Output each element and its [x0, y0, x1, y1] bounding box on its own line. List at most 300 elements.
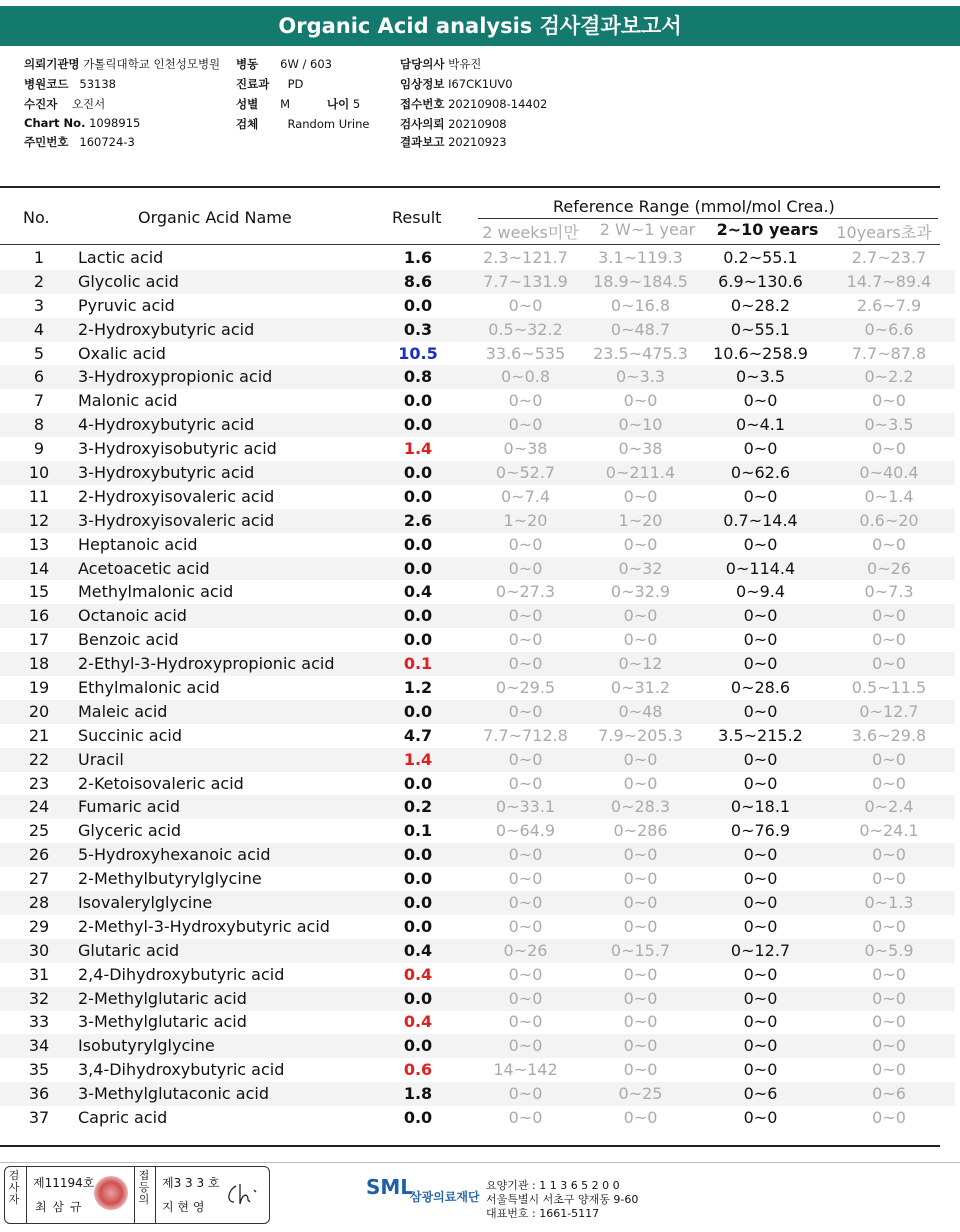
row-range-3: 3.5~215.2 — [718, 725, 803, 745]
row-name: Succinic acid — [78, 725, 183, 745]
row-range-2: 7.9~205.3 — [598, 725, 683, 745]
table-row — [0, 748, 955, 772]
row-range-4: 0~2.2 — [864, 367, 914, 387]
table-row — [0, 557, 955, 581]
row-range-2: 0~15.7 — [610, 940, 671, 960]
row-no: 16 — [28, 606, 50, 626]
row-result: 0.0 — [403, 892, 433, 912]
row-range-4: 0~0 — [872, 654, 906, 674]
info-dept: 진료과 PD — [236, 77, 304, 91]
row-range-1: 0~7.4 — [500, 486, 551, 506]
row-result: 0.4 — [403, 964, 433, 984]
row-range-1: 0~0 — [508, 749, 543, 769]
row-range-1: 0~0 — [508, 916, 543, 936]
row-range-3: 0~0 — [743, 701, 778, 721]
row-range-2: 0~0 — [623, 892, 658, 912]
row-range-3: 0.7~14.4 — [723, 510, 798, 530]
row-range-1: 0~0 — [508, 630, 543, 650]
row-range-4: 0~26 — [867, 558, 911, 578]
row-result: 0.2 — [403, 797, 433, 817]
row-range-3: 0~12.7 — [730, 940, 791, 960]
row-name: 3-Hydroxybutyric acid — [78, 462, 255, 482]
row-result: 0.1 — [403, 654, 433, 674]
row-range-4: 2.6~7.9 — [856, 295, 922, 315]
table-row — [0, 270, 955, 294]
table-row — [0, 700, 955, 724]
row-result: 2.6 — [403, 510, 433, 530]
table-row — [0, 939, 955, 963]
row-name: Acetoacetic acid — [78, 558, 210, 578]
row-no: 7 — [33, 391, 45, 411]
row-no: 32 — [28, 988, 50, 1008]
row-result: 0.0 — [403, 486, 433, 506]
row-result: 0.0 — [403, 916, 433, 936]
info-patient: 수진자 오진서 — [24, 97, 106, 111]
row-range-4: 0~1.4 — [864, 486, 914, 506]
row-range-1: 0.5~32.2 — [488, 319, 563, 339]
org-name: 삼광의료재단 — [410, 1190, 480, 1204]
table-row — [0, 1082, 955, 1106]
row-no: 34 — [28, 1036, 50, 1056]
info-chart-no: Chart No. 1098915 — [24, 116, 141, 130]
info-hospital-code: 병원코드 53138 — [24, 77, 116, 91]
row-range-4: 0~7.3 — [864, 582, 914, 602]
row-range-2: 0~32.9 — [610, 582, 671, 602]
row-no: 29 — [28, 916, 50, 936]
row-no: 33 — [28, 1012, 50, 1032]
row-range-1: 7.7~712.8 — [483, 725, 568, 745]
header-result: Result — [392, 208, 442, 227]
row-range-2: 0~32 — [618, 558, 663, 578]
row-range-2: 0~286 — [613, 821, 668, 841]
info-sex: 성별 M — [236, 97, 291, 111]
table-row — [0, 580, 955, 604]
row-range-1: 0~26 — [503, 940, 548, 960]
row-range-4: 0~0 — [872, 439, 906, 459]
row-range-4: 0~0 — [872, 749, 906, 769]
footer-divider — [134, 1166, 135, 1224]
table-row — [0, 485, 955, 509]
row-range-4: 0~1.3 — [864, 892, 914, 912]
row-range-3: 0~18.1 — [730, 797, 791, 817]
row-no: 14 — [28, 558, 50, 578]
row-range-3: 0~0 — [743, 773, 778, 793]
row-no: 28 — [28, 892, 50, 912]
row-range-2: 0~31.2 — [610, 677, 671, 697]
row-range-4: 0~0 — [872, 534, 906, 554]
row-range-2: 0~48 — [618, 701, 663, 721]
org-address: 서울특별시 서초구 양재동 9-60 — [486, 1193, 639, 1206]
row-no: 22 — [28, 749, 50, 769]
table-row — [0, 1011, 955, 1035]
row-name: 2-Methylglutaric acid — [78, 988, 247, 1008]
row-name: 3-Hydroxyisovaleric acid — [78, 510, 275, 530]
table-row — [0, 413, 955, 437]
row-range-3: 0~0 — [743, 606, 778, 626]
row-name: 3-Methylglutaric acid — [78, 1012, 247, 1032]
row-range-1: 0~29.5 — [495, 677, 556, 697]
row-no: 37 — [28, 1108, 50, 1127]
info-org: 의뢰기관명 가톨릭대학교 인천성모병원 — [24, 57, 221, 71]
row-result: 4.7 — [403, 725, 433, 745]
row-range-3: 0.2~55.1 — [723, 247, 798, 267]
row-range-2: 3.1~119.3 — [598, 247, 683, 267]
row-range-1: 0~0 — [508, 1108, 543, 1127]
row-range-2: 0~0 — [623, 534, 658, 554]
header-name: Organic Acid Name — [138, 208, 292, 227]
row-range-2: 0~16.8 — [610, 295, 671, 315]
row-range-4: 0~3.5 — [864, 415, 914, 435]
row-range-1: 0~0 — [508, 1036, 543, 1056]
row-range-1: 0~0 — [508, 964, 543, 984]
examiner-label: 검사자 — [8, 1169, 20, 1206]
row-range-3: 0~55.1 — [730, 319, 791, 339]
row-range-2: 0~38 — [618, 439, 663, 459]
row-range-1: 0~0 — [508, 892, 543, 912]
row-no: 2 — [33, 271, 45, 291]
header-ref-rule — [478, 218, 938, 219]
row-no: 12 — [28, 510, 50, 530]
table-row — [0, 509, 955, 533]
row-range-1: 1~20 — [503, 510, 548, 530]
row-range-4: 0~6 — [872, 1084, 906, 1104]
info-doctor: 담당의사 박유진 — [400, 57, 482, 71]
row-range-4: 0~12.7 — [859, 701, 919, 721]
footer-divider — [155, 1166, 156, 1224]
row-range-3: 0~3.5 — [735, 367, 786, 387]
row-result: 0.0 — [403, 845, 433, 865]
row-result: 0.4 — [403, 582, 433, 602]
row-range-3: 0~28.6 — [730, 677, 791, 697]
row-name: Glyceric acid — [78, 821, 182, 841]
row-range-4: 0~0 — [872, 1108, 906, 1127]
row-range-4: 0.5~11.5 — [851, 677, 927, 697]
row-result: 0.0 — [403, 630, 433, 650]
row-range-3: 0~0 — [743, 964, 778, 984]
row-name: 3-Methylglutaconic acid — [78, 1084, 270, 1104]
row-range-1: 0~38 — [503, 439, 548, 459]
row-range-2: 0~0 — [623, 964, 658, 984]
row-no: 9 — [33, 439, 45, 459]
row-range-4: 0~0 — [872, 1060, 906, 1080]
row-name: Oxalic acid — [78, 343, 166, 363]
row-no: 11 — [28, 486, 50, 506]
row-result: 0.6 — [403, 1060, 433, 1080]
row-range-1: 0~0.8 — [500, 367, 551, 387]
row-no: 10 — [28, 462, 50, 482]
row-result: 0.0 — [403, 295, 433, 315]
header-range-1: 2 weeks미만 — [482, 223, 579, 242]
row-range-3: 0~0 — [743, 988, 778, 1008]
row-range-4: 0~0 — [872, 988, 906, 1008]
info-report-date: 결과보고 20210923 — [400, 135, 507, 149]
row-range-4: 7.7~87.8 — [851, 343, 927, 363]
table-row — [0, 795, 955, 819]
table-row — [0, 294, 955, 318]
row-range-2: 0~0 — [623, 845, 658, 865]
row-no: 18 — [28, 654, 50, 674]
row-result: 1.2 — [403, 677, 433, 697]
row-range-3: 0~0 — [743, 869, 778, 889]
footer-divider — [26, 1166, 27, 1224]
row-no: 31 — [28, 964, 50, 984]
row-name: Isobutyrylglycine — [78, 1036, 215, 1056]
examiner-name: 최 삼 규 — [35, 1200, 83, 1214]
row-range-1: 0~0 — [508, 845, 543, 865]
row-range-2: 0~12 — [618, 654, 663, 674]
row-range-3: 0~0 — [743, 1108, 778, 1127]
row-range-2: 0~28.3 — [610, 797, 671, 817]
row-range-1: 0~0 — [508, 415, 543, 435]
results-table — [0, 246, 955, 1130]
table-bottom-rule — [0, 1145, 940, 1147]
row-range-3: 0~28.2 — [730, 295, 791, 315]
row-range-1: 0~0 — [508, 988, 543, 1008]
header-range-2: 2 W~1 year — [599, 220, 696, 239]
header-range-4: 10years초과 — [836, 223, 932, 242]
row-range-2: 0~48.7 — [610, 319, 671, 339]
row-no: 8 — [33, 415, 45, 435]
row-range-4: 0~0 — [872, 606, 906, 626]
row-range-2: 0~0 — [623, 988, 658, 1008]
row-name: 3-Hydroxypropionic acid — [78, 367, 273, 387]
examiner-license: 제11194호 — [33, 1176, 95, 1190]
table-row — [0, 652, 955, 676]
row-range-2: 0~0 — [623, 869, 658, 889]
row-name: Uracil — [78, 749, 124, 769]
row-name: Ethylmalonic acid — [78, 677, 220, 697]
row-result: 0.0 — [403, 1036, 433, 1056]
info-ward: 병동 6W / 603 — [236, 57, 332, 71]
row-no: 25 — [28, 821, 50, 841]
row-range-3: 0~9.4 — [735, 582, 786, 602]
row-range-4: 0~0 — [872, 869, 906, 889]
row-result: 8.6 — [403, 271, 433, 291]
row-name: Lactic acid — [78, 247, 164, 267]
header-reference: Reference Range (mmol/mol Crea.) — [553, 197, 835, 216]
row-range-2: 0~25 — [618, 1084, 663, 1104]
row-no: 35 — [28, 1060, 50, 1080]
row-no: 6 — [33, 367, 45, 387]
row-name: Capric acid — [78, 1108, 168, 1127]
row-result: 0.0 — [403, 773, 433, 793]
row-range-3: 0~114.4 — [725, 558, 796, 578]
table-row — [0, 987, 955, 1011]
row-result: 0.0 — [403, 558, 433, 578]
row-no: 36 — [28, 1084, 50, 1104]
row-range-3: 0~0 — [743, 749, 778, 769]
row-range-2: 0~211.4 — [605, 462, 676, 482]
header-bottom-rule — [0, 244, 940, 245]
row-range-4: 3.6~29.8 — [851, 725, 927, 745]
header-no: No. — [23, 208, 50, 227]
row-range-3: 0~0 — [743, 486, 778, 506]
sml-logo: SML — [366, 1175, 414, 1199]
row-range-2: 18.9~184.5 — [593, 271, 688, 291]
row-result: 1.4 — [403, 749, 433, 769]
row-range-2: 0~3.3 — [615, 367, 666, 387]
approver-name: 지 현 영 — [162, 1200, 205, 1214]
row-range-1: 7.7~131.9 — [483, 271, 568, 291]
row-result: 0.0 — [403, 534, 433, 554]
table-row — [0, 389, 955, 413]
table-row — [0, 915, 955, 939]
row-name: Isovalerylglycine — [78, 892, 213, 912]
row-range-4: 0~0 — [872, 1036, 906, 1056]
table-row — [0, 604, 955, 628]
table-row — [0, 1034, 955, 1058]
approver-license: 제3 3 3 호 — [162, 1176, 220, 1190]
row-range-4: 0~0 — [872, 391, 906, 411]
row-name: 2-Methylbutyrylglycine — [78, 869, 262, 889]
row-name: 2-Ketoisovaleric acid — [78, 773, 244, 793]
row-range-1: 0~52.7 — [495, 462, 556, 482]
row-result: 0.4 — [403, 940, 433, 960]
row-range-1: 0~0 — [508, 1084, 543, 1104]
row-range-3: 0~0 — [743, 630, 778, 650]
row-range-4: 0.6~20 — [859, 510, 919, 530]
row-name: 2-Methyl-3-Hydroxybutyric acid — [78, 916, 330, 936]
row-no: 17 — [28, 630, 50, 650]
row-name: 2-Hydroxyisovaleric acid — [78, 486, 275, 506]
footer-rule — [0, 1162, 960, 1163]
table-row — [0, 342, 955, 366]
row-range-3: 0~0 — [743, 654, 778, 674]
row-no: 27 — [28, 869, 50, 889]
row-range-3: 0~0 — [743, 439, 778, 459]
row-range-1: 0~0 — [508, 391, 543, 411]
row-no: 30 — [28, 940, 50, 960]
row-range-2: 0~0 — [623, 773, 658, 793]
table-row — [0, 461, 955, 485]
row-name: 2-Ethyl-3-Hydroxypropionic acid — [78, 654, 335, 674]
row-range-4: 0~5.9 — [864, 940, 914, 960]
row-range-2: 0~0 — [623, 1060, 658, 1080]
row-range-2: 0~0 — [623, 1108, 658, 1127]
table-row — [0, 246, 955, 270]
org-phone: 대표번호 : 1661-5117 — [486, 1207, 600, 1220]
table-row — [0, 867, 955, 891]
row-range-2: 1~20 — [618, 510, 663, 530]
row-range-3: 0~62.6 — [730, 462, 791, 482]
row-result: 0.0 — [403, 701, 433, 721]
row-name: 4-Hydroxybutyric acid — [78, 415, 255, 435]
row-no: 4 — [33, 319, 45, 339]
row-result: 1.6 — [403, 247, 433, 267]
row-range-1: 0~0 — [508, 701, 543, 721]
row-name: Glutaric acid — [78, 940, 180, 960]
row-no: 3 — [33, 295, 45, 315]
row-no: 1 — [33, 247, 45, 267]
row-no: 24 — [28, 797, 50, 817]
row-range-1: 0~0 — [508, 1012, 543, 1032]
row-no: 20 — [28, 701, 50, 721]
row-no: 13 — [28, 534, 50, 554]
row-range-2: 0~0 — [623, 606, 658, 626]
row-result: 0.0 — [403, 462, 433, 482]
row-range-1: 14~142 — [493, 1060, 558, 1080]
row-range-3: 0~0 — [743, 845, 778, 865]
row-range-4: 0~24.1 — [859, 821, 919, 841]
row-range-4: 0~2.4 — [864, 797, 914, 817]
row-range-3: 0~4.1 — [735, 415, 786, 435]
row-range-4: 0~6.6 — [864, 319, 914, 339]
row-range-1: 0~33.1 — [495, 797, 556, 817]
info-clinical: 임상정보 I67CK1UV0 — [400, 77, 513, 91]
row-no: 15 — [28, 582, 50, 602]
row-name: 3-Hydroxyisobutyric acid — [78, 439, 277, 459]
row-result: 0.0 — [403, 606, 433, 626]
row-result: 10.5 — [398, 343, 438, 363]
table-row — [0, 843, 955, 867]
row-range-1: 33.6~535 — [485, 343, 566, 363]
approver-label: 접등의 — [138, 1169, 150, 1206]
row-name: Benzoic acid — [78, 630, 179, 650]
row-range-4: 0~0 — [872, 916, 906, 936]
row-range-3: 0~0 — [743, 1036, 778, 1056]
row-range-3: 0~0 — [743, 534, 778, 554]
info-resident-no: 주민번호 160724-3 — [24, 135, 135, 149]
row-range-1: 0~0 — [508, 773, 543, 793]
table-row — [0, 724, 955, 748]
row-name: Fumaric acid — [78, 797, 180, 817]
row-range-1: 0~0 — [508, 534, 543, 554]
row-result: 0.1 — [403, 821, 433, 841]
row-range-2: 0~10 — [618, 415, 663, 435]
row-range-3: 6.9~130.6 — [718, 271, 803, 291]
row-range-4: 0~0 — [872, 1012, 906, 1032]
row-result: 0.0 — [403, 415, 433, 435]
row-range-2: 23.5~475.3 — [593, 343, 688, 363]
org-code: 요양기관 : 1 1 3 6 5 2 0 0 — [486, 1179, 620, 1192]
row-no: 21 — [28, 725, 50, 745]
row-range-1: 0~0 — [508, 558, 543, 578]
row-range-1: 0~64.9 — [495, 821, 556, 841]
row-result: 0.4 — [403, 1012, 433, 1032]
signature-mark — [222, 1180, 262, 1210]
row-range-2: 0~0 — [623, 1012, 658, 1032]
row-range-1: 0~0 — [508, 295, 543, 315]
row-name: 5-Hydroxyhexanoic acid — [78, 845, 271, 865]
row-range-1: 0~0 — [508, 869, 543, 889]
row-range-4: 0~40.4 — [859, 462, 919, 482]
row-range-2: 0~0 — [623, 486, 658, 506]
table-row — [0, 1106, 955, 1130]
row-result: 1.4 — [403, 439, 433, 459]
row-range-4: 0~0 — [872, 964, 906, 984]
report-title: Organic Acid analysis 검사결과보고서 — [0, 6, 960, 46]
row-no: 26 — [28, 845, 50, 865]
row-range-3: 0~0 — [743, 916, 778, 936]
info-receipt-no: 접수번호 20210908-14402 — [400, 97, 548, 111]
table-row — [0, 676, 955, 700]
row-name: Maleic acid — [78, 701, 168, 721]
row-range-4: 0~0 — [872, 773, 906, 793]
info-age: 나이 5 — [327, 97, 361, 111]
info-request-date: 검사의뢰 20210908 — [400, 117, 507, 131]
row-range-1: 0~0 — [508, 606, 543, 626]
row-range-2: 0~0 — [623, 391, 658, 411]
row-range-1: 2.3~121.7 — [483, 247, 568, 267]
row-range-4: 14.7~89.4 — [846, 271, 932, 291]
row-range-1: 0~0 — [508, 654, 543, 674]
row-name: Methylmalonic acid — [78, 582, 234, 602]
row-range-1: 0~27.3 — [495, 582, 556, 602]
row-result: 0.0 — [403, 1108, 433, 1127]
row-name: Glycolic acid — [78, 271, 179, 291]
row-no: 5 — [33, 343, 45, 363]
row-range-2: 0~0 — [623, 630, 658, 650]
